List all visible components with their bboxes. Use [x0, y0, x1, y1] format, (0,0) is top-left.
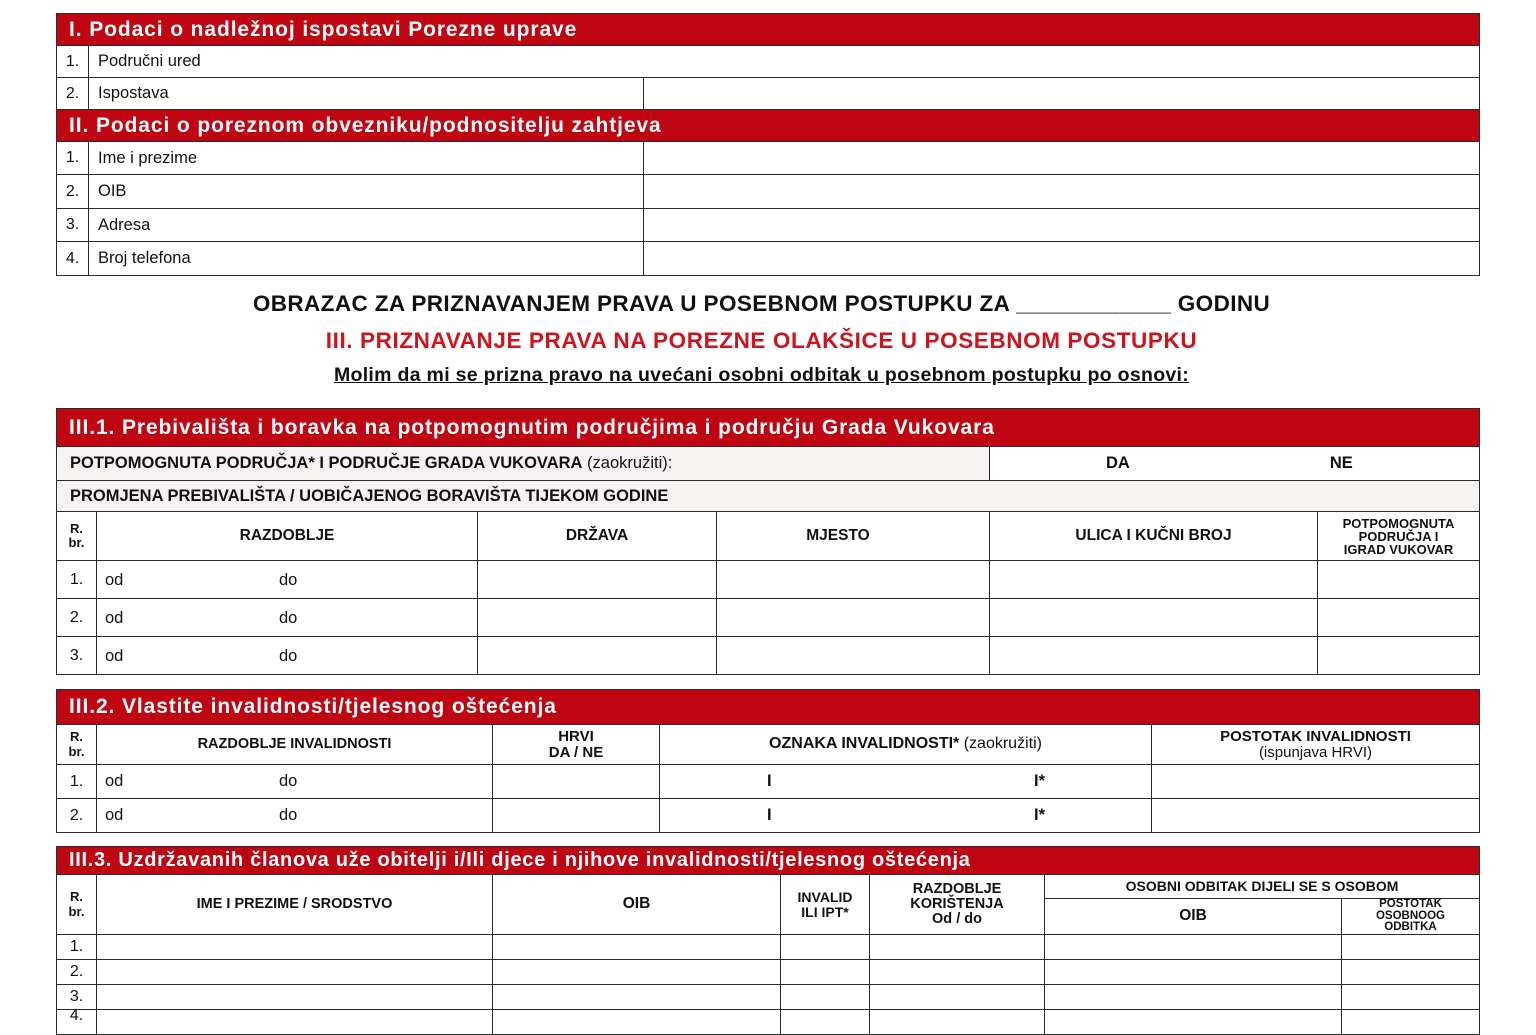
- col-hrvi: HRVI DA / NE: [493, 725, 660, 765]
- row-number: 2.: [57, 599, 97, 637]
- col-oib: OIB: [493, 875, 781, 935]
- col-name-relation: IME I PREZIME / SRODSTVO: [97, 875, 493, 935]
- area-cell[interactable]: [1318, 561, 1480, 599]
- place-cell[interactable]: [717, 599, 990, 637]
- period-cell[interactable]: [870, 1010, 1045, 1035]
- percent-cell[interactable]: [1152, 799, 1480, 833]
- col-mark: OZNAKA INVALIDNOSTI* (zaokružiti): [660, 725, 1152, 765]
- shared-oib-cell[interactable]: [1045, 1010, 1342, 1035]
- oib-input[interactable]: [644, 175, 1480, 209]
- area-cell[interactable]: [1318, 599, 1480, 637]
- period-cell[interactable]: od do: [97, 637, 478, 675]
- row-number: 1.: [57, 142, 89, 175]
- shared-percent-cell[interactable]: [1342, 1010, 1480, 1035]
- country-cell[interactable]: [478, 561, 717, 599]
- col-invalid: INVALID ILI IPT*: [781, 875, 870, 935]
- no-option[interactable]: NE: [1329, 454, 1353, 472]
- form-title-suffix: GODINU: [1177, 291, 1271, 316]
- mark-cell[interactable]: I I*: [660, 765, 1152, 799]
- name-cell[interactable]: [97, 960, 493, 985]
- place-cell[interactable]: [717, 561, 990, 599]
- field-label-phone: Broj telefona: [89, 242, 644, 276]
- area-cell[interactable]: [1318, 637, 1480, 675]
- area-hint: (zaokružiti):: [587, 454, 673, 472]
- row-number: 1.: [57, 561, 97, 599]
- col-rbr: R. br.: [57, 512, 97, 561]
- field-label-branch: Ispostava: [89, 78, 644, 110]
- shared-percent-cell[interactable]: [1342, 985, 1480, 1010]
- row-number: 4.: [57, 1010, 97, 1035]
- row-number: 4.: [57, 242, 89, 276]
- col-street: ULICA I KUČNI BROJ: [990, 512, 1318, 561]
- section-2-title: II. Podaci o poreznom obvezniku/podnositelju zahtjeva: [57, 110, 1480, 142]
- row-number: 3.: [57, 985, 97, 1010]
- field-label-address: Adresa: [89, 209, 644, 242]
- oib-cell[interactable]: [493, 985, 781, 1010]
- invalid-cell[interactable]: [781, 935, 870, 960]
- row-number: 1.: [57, 46, 89, 78]
- row-number: 2.: [57, 960, 97, 985]
- section-33-table: [56, 846, 1480, 1035]
- field-label-oib: OIB: [89, 175, 644, 209]
- street-cell[interactable]: [990, 637, 1318, 675]
- section-33-title: III.3. Uzdržavanih članova uže obitelji i/Ili djece i njihove invalidnosti/tjelesnog oštećenja: [57, 847, 1480, 875]
- oib-cell[interactable]: [493, 935, 781, 960]
- col-percent: POSTOTAK INVALIDNOSTI (ispunjava HRVI): [1152, 725, 1480, 765]
- period-cell[interactable]: [870, 985, 1045, 1010]
- col-rbr: R. br.: [57, 725, 97, 765]
- section-2-table: [56, 109, 1480, 276]
- request-text: Molim da mi se prizna pravo na uvećani osobni odbitak u posebnom postupku po osnovi:: [333, 364, 1190, 386]
- period-cell[interactable]: od do: [97, 765, 493, 799]
- period-cell[interactable]: od do: [97, 799, 493, 833]
- shared-oib-cell[interactable]: [1045, 935, 1342, 960]
- form-title-main: OBRAZAC ZA PRIZNAVANJEM PRAVA U POSEBNOM POSTUPKU ZA: [252, 291, 1010, 316]
- section-32-table: [56, 689, 1480, 833]
- row-number: 1.: [57, 765, 97, 799]
- name-cell[interactable]: [97, 935, 493, 960]
- period-cell[interactable]: od do: [97, 599, 478, 637]
- shared-percent-cell[interactable]: [1342, 960, 1480, 985]
- shared-oib-cell[interactable]: [1045, 960, 1342, 985]
- col-usage-period: RAZDOBLJE KORIŠTENJA Od / do: [870, 875, 1045, 935]
- mark-cell[interactable]: I I*: [660, 799, 1152, 833]
- yes-option[interactable]: DA: [1106, 454, 1130, 472]
- country-cell[interactable]: [478, 599, 717, 637]
- form-title: [0, 291, 1523, 317]
- col-area: POTPOMOGNUTA PODRUČJA I IGRAD VUKOVAR: [1318, 512, 1480, 561]
- area-question: [57, 447, 990, 481]
- hrvi-cell[interactable]: [493, 765, 660, 799]
- row-number: 2.: [57, 175, 89, 209]
- row-number: 3.: [57, 637, 97, 675]
- col-shared-percent: POSTOTAK OSOBNOOG ODBITKA: [1342, 899, 1480, 935]
- street-cell[interactable]: [990, 561, 1318, 599]
- form-subtitle: III. PRIZNAVANJE PRAVA NA POREZNE OLAKŠICE U POSEBNOM POSTUPKU: [325, 328, 1198, 353]
- col-rbr: R. br.: [57, 875, 97, 935]
- field-label-name: Ime i prezime: [89, 142, 644, 175]
- invalid-cell[interactable]: [781, 1010, 870, 1035]
- name-cell[interactable]: [97, 985, 493, 1010]
- section-1-title: I. Podaci o nadležnoj ispostavi Porezne uprave: [57, 14, 1480, 46]
- invalid-cell[interactable]: [781, 985, 870, 1010]
- hrvi-cell[interactable]: [493, 799, 660, 833]
- area-label: POTPOMOGNUTA PODRUČJA* I PODRUČJE GRADA VUKOVARA: [70, 454, 583, 472]
- name-cell[interactable]: [97, 1010, 493, 1035]
- col-country: DRŽAVA: [478, 512, 717, 561]
- row-number: 1.: [57, 935, 97, 960]
- area-choice: [990, 447, 1480, 481]
- shared-percent-cell[interactable]: [1342, 935, 1480, 960]
- col-shared-oib: OIB: [1045, 899, 1342, 935]
- col-period-invalidity: RAZDOBLJE INVALIDNOSTI: [97, 725, 493, 765]
- change-label: PROMJENA PREBIVALIŠTA / UOBIČAJENOG BORAVIŠTA TIJEKOM GODINE: [57, 481, 1480, 512]
- address-input[interactable]: [644, 209, 1480, 242]
- year-blank[interactable]: ____________: [1016, 291, 1172, 316]
- place-cell[interactable]: [717, 637, 990, 675]
- section-1-table: [56, 13, 1480, 110]
- col-period: RAZDOBLJE: [97, 512, 478, 561]
- shared-oib-cell[interactable]: [1045, 985, 1342, 1010]
- row-number: 2.: [57, 78, 89, 110]
- period-cell[interactable]: [870, 935, 1045, 960]
- col-shared-deduction: OSOBNI ODBITAK DIJELI SE S OSOBOM: [1045, 875, 1480, 899]
- row-number: 2.: [57, 799, 97, 833]
- phone-input[interactable]: [644, 242, 1480, 276]
- section-31-table: [56, 408, 1480, 675]
- period-cell[interactable]: [870, 960, 1045, 985]
- period-cell[interactable]: od do: [97, 561, 478, 599]
- name-input[interactable]: [644, 142, 1480, 175]
- row-number: 3.: [57, 209, 89, 242]
- oib-cell[interactable]: [493, 960, 781, 985]
- street-cell[interactable]: [990, 599, 1318, 637]
- country-cell[interactable]: [478, 637, 717, 675]
- invalid-cell[interactable]: [781, 960, 870, 985]
- field-label-regional-office[interactable]: Područni ured: [89, 46, 1480, 78]
- section-31-title: III.1. Prebivališta i boravka na potpomognutim područjima i području Grada Vukovara: [57, 409, 1480, 447]
- branch-input[interactable]: [644, 78, 1480, 110]
- col-place: MJESTO: [717, 512, 990, 561]
- oib-cell[interactable]: [493, 1010, 781, 1035]
- percent-cell[interactable]: [1152, 765, 1480, 799]
- section-32-title: III.2. Vlastite invalidnosti/tjelesnog oštećenja: [57, 690, 1480, 725]
